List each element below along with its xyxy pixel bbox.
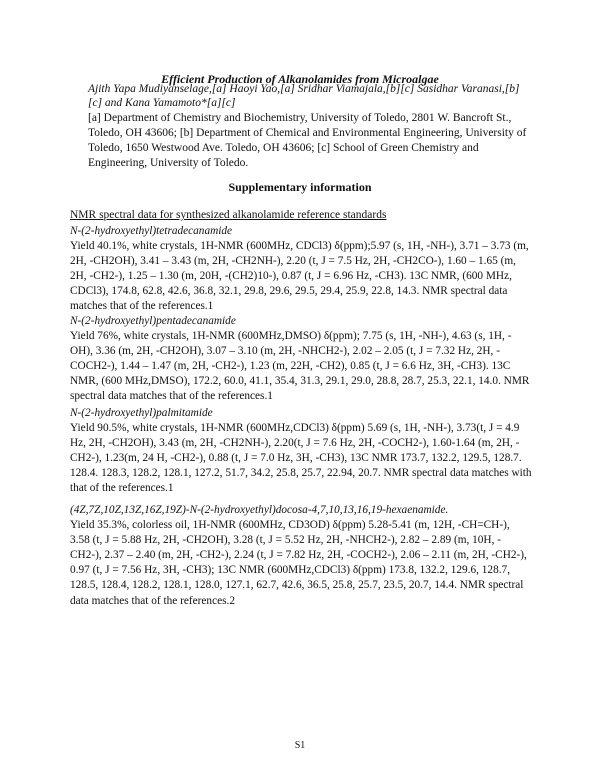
compound-entry — [70, 406, 532, 497]
compound-entry — [70, 314, 532, 405]
supplementary-heading: Supplementary information — [228, 180, 372, 194]
affiliations: [a] Department of Chemistry and Biochemistry, University of Toledo, 2801 W. Bancroft St., Toledo, OH 43606; [b] Department of Chemical and Environmental Engineering, University of Toledo, 1650 Westwood Ave. Toledo, OH 43606; [c] School of Green Chemistry and Engineering, University of Toledo. — [88, 112, 527, 169]
compound-name: N-(2-hydroxyethyl)pentadecanamide — [70, 315, 236, 327]
compound-nmr-data: Yield 90.5%, white crystals, 1H-NMR (600MHz,CDCl3) δ(ppm) 5.69 (s, 1H, -NH-), 3.73(t, J = 4.9 Hz, 2H, -CH2OH), 3.43 (m, 2H, -CH2NH-), 2.20(t, J = 7.6 Hz, 2H, -COCH2-), 1.60-1.64 (m, 2H, -CH2-), 1.23(m, 24 H, -CH2-), 0.88 (t, J = 7.0 Hz, 3H, -CH3), 13C NMR 173.7, 132.2, 129.5, 128.7. 128.4. 128.3, 128.2, 128.1, 127.2, 51.7, 34.2, 25.8, 25.7, 22.94, 20.7. NMR spectral data matches with that of the references.1 — [70, 422, 532, 495]
paper-title: Efficient Production of Alkanolamides from Microalgae — [161, 72, 439, 86]
page-number: S1 — [294, 740, 306, 751]
compound-nmr-data: Yield 35.3%, colorless oil, 1H-NMR (600MHz, CD3OD) δ(ppm) 5.28-5.41 (m, 12H, -CH=CH-), 3.58 (t, J = 5.88 Hz, 2H, -CH2OH), 3.28 (t, J = 5.52 Hz, 2H, -NHCH2-), 2.82 – 2.89 (m, 10H, -CH2-), 2.37 – 2.40 (m, 2H, -CH2-), 2.24 (t, J = 7.82 Hz, 2H, -COCH2-), 2.06 – 2.11 (m, 2H, -CH2-), 0.97 (t, J = 7.56 Hz, 3H, -CH3); 13C NMR (600MHz,CDCl3) δ(ppm) 173.8, 132.2, 129.6, 128.7, 128.5, 128.4, 128.2, 128.1, 128.0, 127.1, 62.7, 42.6, 36.5, 25.8, 25.7, 23.5, 20.7, 14.4. NMR spectral data matches that of the references.2 — [70, 519, 527, 607]
compound-name: (4Z,7Z,10Z,13Z,16Z,19Z)-N-(2-hydroxyethyl)docosa-4,7,10,13,16,19-hexaenamide. — [70, 504, 449, 516]
compound-entry — [70, 224, 532, 315]
compound-nmr-data: Yield 76%, white crystals, 1H-NMR (600MHz,DMSO) δ(ppm); 7.75 (s, 1H, -NH-), 4.63 (s, 1H, -OH), 3.36 (m, 2H, -CH2OH), 3.07 – 3.10 (m, 2H, -NHCH2-), 2.02 – 2.05 (t, J = 7.32 Hz, 2H, -COCH2-), 1.44 – 1.47 (m, 2H, -CH2-), 1.23 (m, 22H, -CH2), 0.85 (t, J = 6.6 Hz, 3H, -CH3). 13C NMR, (600 MHz,DMSO), 172.2, 60.0, 41.1, 35.4, 31.3, 29.1, 29.0, 28.8, 28.7, 25.3, 22.1, 14.0. NMR spectral data matches that of the references.1 — [70, 330, 530, 403]
compound-name: N-(2-hydroxyethyl)tetradecanamide — [70, 225, 233, 237]
section-heading: NMR spectral data for synthesized alkanolamide reference standards — [70, 209, 387, 221]
compound-nmr-data: Yield 40.1%, white crystals, 1H-NMR (600MHz, CDCl3) δ(ppm);5.97 (s, 1H, -NH-), 3.71 – 3.73 (m, 2H, -CH2OH), 3.41 – 3.43 (m, 2H, -CH2NH-), 2.20 (t, J = 7.5 Hz, 2H, -CH2CO-), 1.60 – 1.65 (m, 2H, -CH2-), 1.25 – 1.30 (m, 20H, -(CH2)10-), 0.87 (t, J = 6.96 Hz, -CH3). 13C NMR, (600 MHz, CDCl3), 174.8, 62.8, 42.6, 36.8, 32.1, 29.8, 29.6, 29.5, 29.4, 25.9, 22.8, 14.3. NMR spectral data matches that of the references.1 — [70, 240, 529, 313]
compound-name: N-(2-hydroxyethyl)palmitamide — [70, 407, 213, 419]
author-list: Ajith Yapa Mudiyanselage,[a] Haoyi Yao,[a] Sridhar Viamajala,[b][c] Sasidhar Varanasi,[b][c] and Kana Yamamoto*[a][c] — [88, 83, 520, 109]
compound-entry — [70, 503, 532, 609]
